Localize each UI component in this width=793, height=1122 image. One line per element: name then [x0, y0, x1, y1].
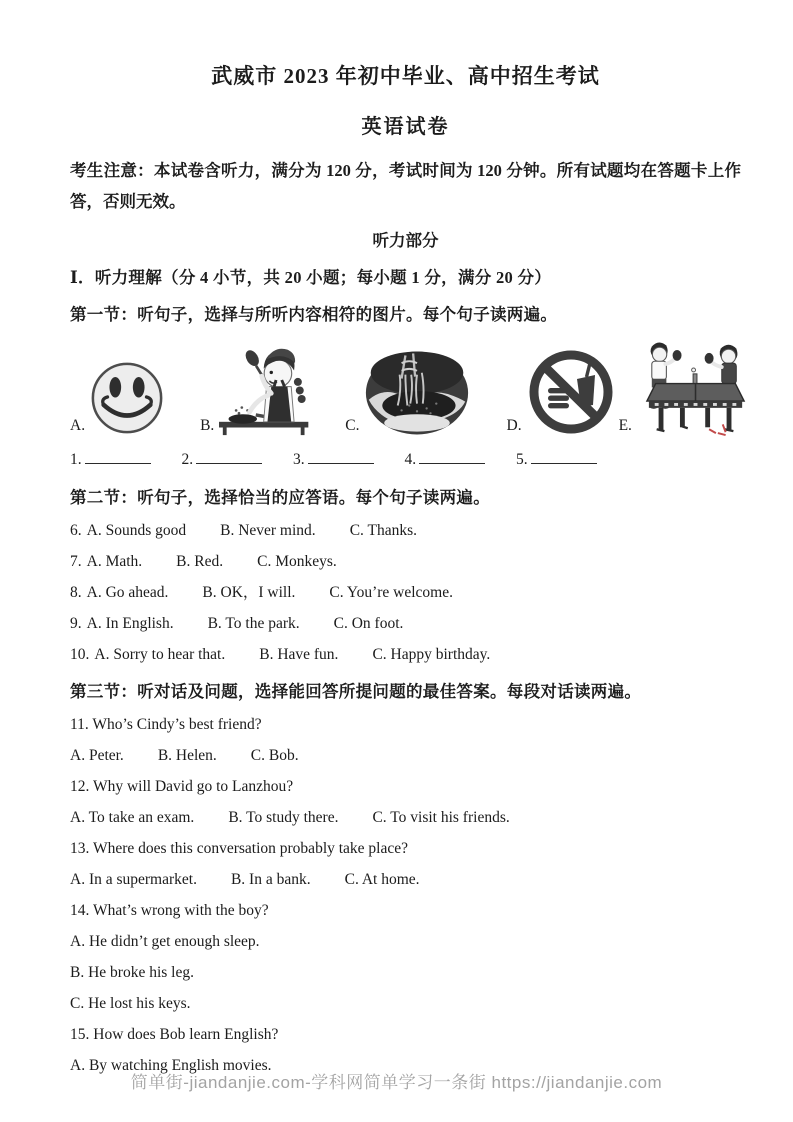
- question-14-option-b: B. He broke his leg.: [70, 964, 194, 981]
- question-10-option-a: A. Sorry to hear that.: [94, 646, 226, 663]
- question-6: [70, 522, 741, 539]
- blank-1-number: 1.: [70, 451, 82, 468]
- question-11-options: [70, 747, 741, 764]
- question-13: 13. Where does this conversation probably take place?: [70, 840, 409, 857]
- blank-3-number: 3.: [293, 451, 305, 468]
- question-10-option-b: B. Have fun.: [259, 646, 339, 663]
- question-12-option-c: C. To visit his friends.: [372, 809, 510, 826]
- table-tennis-image: [635, 335, 757, 437]
- blank-2-line: [196, 451, 262, 464]
- question-15-option-a: A. By watching English movies.: [70, 1057, 272, 1074]
- question-7-option-b: B. Red.: [176, 553, 224, 570]
- question-9-option-b: B. To the park.: [207, 615, 300, 632]
- question-7-option-c: C. Monkeys.: [257, 553, 337, 570]
- noodles-bowl-image: [363, 349, 471, 437]
- question-14-option-a: A. He didn’t get enough sleep.: [70, 933, 260, 950]
- picture-option-d: [507, 347, 617, 437]
- question-12-options: [70, 809, 741, 826]
- question-11-option-c: C. Bob.: [250, 747, 299, 764]
- question-13-option-c: C. At home.: [344, 871, 420, 888]
- blank-4-line: [419, 451, 485, 464]
- question-12: 12. Why will David go to Lanzhou?: [70, 778, 294, 795]
- question-10: [70, 646, 741, 663]
- blank-5-line: [531, 451, 597, 464]
- picture-option-b: [200, 342, 317, 437]
- candidate-notice: 考生注意：本试卷含听力，满分为 120 分，考试时间为 120 分钟。所有试题均在答题卡上作答，否则无效。: [70, 161, 741, 211]
- question-8-option-c: C. You’re welcome.: [329, 584, 453, 601]
- question-11: 11. Who’s Cindy’s best friend?: [70, 716, 262, 733]
- question-10-number: 10.: [70, 646, 90, 663]
- question-13-options: [70, 871, 741, 888]
- picture-option-a: [70, 357, 166, 437]
- blank-4: [405, 451, 486, 469]
- question-15: 15. How does Bob learn English?: [70, 1026, 279, 1043]
- question-11-option-b: B. Helen.: [157, 747, 217, 764]
- question-8-option-a: A. Go ahead.: [86, 584, 169, 601]
- picture-d-label: D.: [506, 417, 522, 434]
- listening-pictures-row: [70, 335, 741, 437]
- picture-option-e: [619, 335, 757, 437]
- blank-1-line: [85, 451, 151, 464]
- blank-5-number: 5.: [516, 451, 528, 468]
- blank-4-number: 4.: [404, 451, 417, 468]
- girl-cooking-image: [217, 342, 317, 437]
- question-7-option-a: A. Math.: [86, 553, 143, 570]
- section3-instruction: 第三节：听对话及问题，选择能回答所提问题的最佳答案。每段对话读两遍。: [70, 682, 642, 701]
- blank-5: [516, 451, 597, 469]
- question-13-option-b: B. In a bank.: [230, 871, 311, 888]
- picture-answer-blanks: [70, 451, 741, 469]
- picture-c-label: C.: [345, 417, 360, 434]
- smiley-face-image: [88, 357, 166, 437]
- question-14: 14. What’s wrong with the boy?: [70, 902, 269, 919]
- question-11-option-a: A. Peter.: [70, 747, 124, 764]
- question-9: [70, 615, 741, 632]
- no-food-drink-sign-image: [525, 347, 617, 437]
- page-title: 武威市 2023 年初中毕业、高中招生考试: [211, 64, 600, 88]
- question-13-option-a: A. In a supermarket.: [70, 871, 197, 888]
- blank-1: [70, 451, 151, 469]
- question-14-option-c: C. He lost his keys.: [70, 995, 191, 1012]
- blank-3: [293, 451, 374, 469]
- question-6-option-c: C. Thanks.: [349, 522, 418, 539]
- question-6-option-b: B. Never mind.: [220, 522, 316, 539]
- question-6-option-a: A. Sounds good: [86, 522, 187, 539]
- picture-option-c: [345, 349, 470, 437]
- blank-2: [182, 451, 263, 469]
- listening-part-header: 听力部分: [372, 231, 439, 250]
- part1-header: Ⅰ．听力理解（分 4 小节，共 20 小题；每小题 1 分，满分 20 分）: [70, 268, 552, 287]
- question-12-option-a: A. To take an exam.: [70, 809, 195, 826]
- question-7-number: 7.: [70, 553, 82, 570]
- watermark-footer: 简单街-jiandanjie.com-学科网简单学习一条街 https://jiandanjie.com: [130, 1073, 663, 1092]
- section2-instruction: 第二节：听句子，选择恰当的应答语。每个句子读两遍。: [70, 488, 490, 507]
- section1-instruction: 第一节：听句子，选择与所听内容相符的图片。每个句子读两遍。: [70, 305, 558, 324]
- question-8-number: 8.: [70, 584, 82, 601]
- question-8: [70, 584, 741, 601]
- question-9-number: 9.: [70, 615, 82, 632]
- question-10-option-c: C. Happy birthday.: [372, 646, 491, 663]
- question-7: [70, 553, 741, 570]
- picture-b-label: B.: [200, 417, 215, 434]
- question-9-option-a: A. In English.: [86, 615, 174, 632]
- blank-2-number: 2.: [181, 451, 194, 468]
- page-subtitle: 英语试卷: [361, 116, 450, 138]
- question-9-option-c: C. On foot.: [333, 615, 404, 632]
- question-12-option-b: B. To study there.: [228, 809, 339, 826]
- picture-a-label: A.: [70, 417, 86, 434]
- question-6-number: 6.: [70, 522, 82, 539]
- picture-e-label: E.: [618, 417, 632, 434]
- blank-3-line: [308, 451, 374, 464]
- question-8-option-b: B. OK，I will.: [202, 584, 296, 601]
